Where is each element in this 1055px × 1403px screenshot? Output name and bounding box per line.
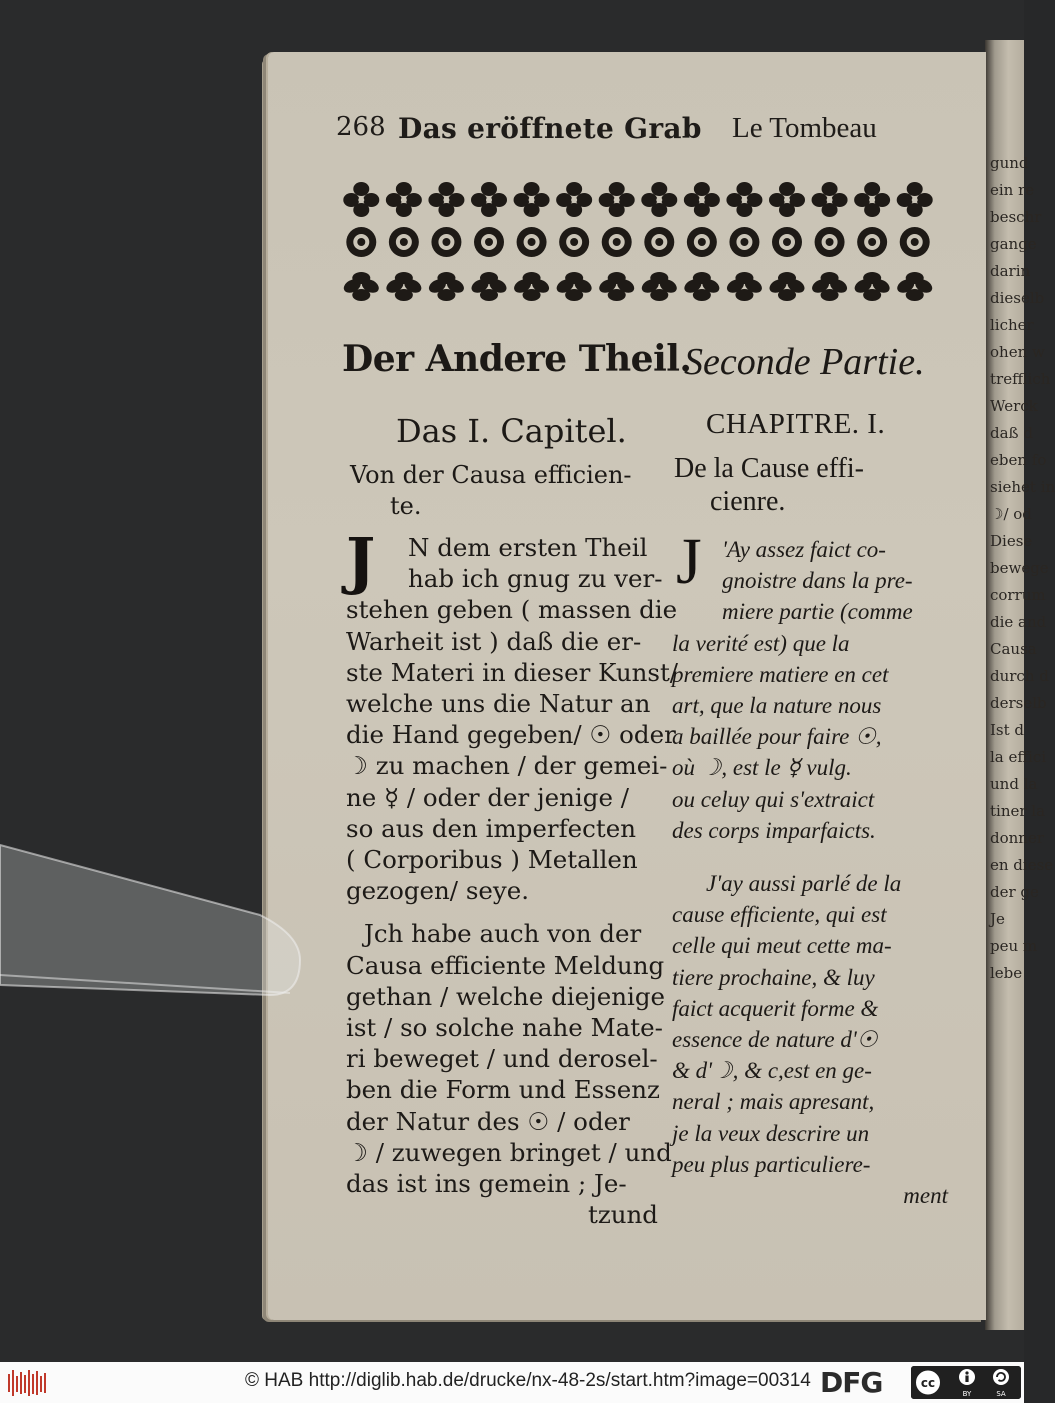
french-text-line: celle qui meut cette ma-	[672, 933, 892, 959]
adjacent-page-line: die and	[990, 613, 1047, 631]
french-text-line: J'ay aussi parlé de la	[706, 871, 902, 897]
leaf-ornament	[852, 272, 891, 301]
fleuron-ornament	[386, 182, 422, 217]
german-text-line: ne ☿ / oder der jenige /	[346, 782, 629, 812]
adjacent-page-line: donner	[990, 829, 1045, 847]
german-text-line: stehen geben ( massen die	[346, 595, 678, 625]
rosette-ornament	[900, 227, 930, 257]
subtitle-line: Von der Causa efficien-	[350, 461, 632, 489]
german-text-line: ste Materi in dieser Kunst/	[346, 657, 679, 687]
german-text-line: Warheit ist ) daß die er-	[346, 626, 642, 656]
rosette-ornament	[431, 227, 461, 257]
adjacent-page-line: ☽/ od	[990, 505, 1032, 523]
rosette-ornament	[346, 227, 376, 257]
german-text-line: ☽ / zuwegen bringet / und	[346, 1137, 672, 1167]
adjacent-page-line: Je	[990, 910, 1005, 928]
french-text-line: tiere prochaine, & luy	[672, 964, 875, 990]
french-text-line: art, que la nature nous	[672, 693, 882, 719]
adjacent-page-line: durch d	[990, 667, 1049, 685]
chapter-heading-french: CHAPITRE. I.	[706, 408, 886, 440]
cc-by-sa-license-badge[interactable]	[911, 1366, 1021, 1399]
french-text-line: neral ; mais apresant,	[672, 1089, 875, 1115]
rosette-ornament	[474, 227, 504, 257]
leaf-ornament	[895, 272, 934, 301]
german-text-line: gezogen/ seye.	[346, 876, 530, 906]
copyright-link[interactable]: © HAB http://diglib.hab.de/drucke/nx-48-2s/start.htm?image=00314	[245, 1370, 811, 1391]
fleuron-ornament	[897, 182, 933, 217]
french-text-line: ment	[903, 1183, 948, 1209]
adjacent-page-line: Werck	[990, 397, 1038, 415]
subtitle-line: cienre.	[710, 486, 786, 517]
adjacent-page-line: tiner la	[990, 802, 1046, 820]
french-text-line: premiere matiere en cet	[672, 661, 889, 687]
adjacent-page-line: corrum	[990, 586, 1046, 604]
adjacent-page-line: en diese	[990, 856, 1054, 874]
german-text-line: ri beweget / und derosel-	[346, 1044, 658, 1074]
leaf-ornament	[810, 272, 849, 301]
german-text-column	[346, 524, 679, 1230]
leaf-ornament	[342, 272, 381, 301]
adjacent-page-line: bewege	[990, 559, 1049, 577]
rosette-ornament	[815, 227, 845, 257]
french-text-line: essence de nature d'☉	[672, 1027, 878, 1053]
german-text-line: Causa efficiente Meldung	[346, 950, 665, 980]
leaf-ornament	[597, 272, 636, 301]
leaf-ornament	[554, 272, 593, 301]
german-text-line: der Natur des ☉ / oder	[346, 1106, 630, 1136]
german-text-line: welche uns die Natur an	[346, 689, 651, 719]
adjacent-page-line: Ist d	[990, 721, 1025, 739]
paragraph-gap	[346, 906, 658, 918]
french-text-line: peu plus particuliere-	[672, 1151, 871, 1177]
leaf-ornament	[427, 272, 466, 301]
fleuron-ornament	[514, 182, 550, 217]
leaf-ornament	[512, 272, 551, 301]
german-text-line: Jch habe auch von der	[364, 919, 642, 949]
leaf-ornament	[469, 272, 508, 301]
subtitle-line: te.	[390, 492, 422, 520]
fleuron-ornament	[343, 182, 379, 217]
adjacent-page-line: trefflich	[990, 370, 1051, 388]
fleuron-ornament	[641, 182, 677, 217]
adjacent-page-line: lebe	[990, 964, 1023, 982]
fleuron-ornament	[769, 182, 805, 217]
adjacent-page-line: ohen w	[990, 343, 1045, 361]
part-title-french: Seconde Partie.	[684, 341, 925, 383]
leaf-ornament	[640, 272, 679, 301]
leaf-ornament	[682, 272, 721, 301]
adjacent-page-line: der ge	[990, 883, 1039, 901]
leaf-ornament	[767, 272, 806, 301]
french-text-line: la verité est) que la	[672, 630, 850, 656]
drop-cap-french: J	[676, 525, 702, 598]
adjacent-page-line: ein re	[990, 181, 1035, 199]
french-text-line: 'Ay assez faict co-	[722, 537, 886, 562]
french-text-line: ou celuy qui s'extraict	[672, 786, 875, 812]
adjacent-page-line: gange	[990, 235, 1037, 253]
adjacent-page-line: Causa	[990, 640, 1037, 658]
fleuron-ornament	[428, 182, 464, 217]
adjacent-page-line: darin	[990, 262, 1031, 280]
fleuron-ornament	[684, 182, 720, 217]
chapter-subtitle-german	[350, 460, 660, 522]
french-text-line: faict acquerit forme &	[672, 995, 879, 1021]
french-text-line: miere partie (comme	[722, 599, 913, 625]
decorative-headpiece	[340, 172, 936, 310]
french-text-line: a baillée pour faire ☉,	[672, 724, 882, 750]
german-text-line: das ist ins gemein ; Je-	[346, 1169, 627, 1199]
german-text-line: so aus den imperfecten	[346, 813, 636, 843]
fleuron-ornament	[854, 182, 890, 217]
fleuron-ornament	[726, 182, 762, 217]
adjacent-page-line: daß d	[990, 424, 1033, 442]
german-text-line: tzund	[588, 1200, 658, 1230]
rosette-ornament	[517, 227, 547, 257]
adjacent-page-line: eben fo	[990, 451, 1047, 469]
french-text-line: gnoistre dans la pre-	[722, 568, 913, 594]
french-text-line: je la veux descrire un	[672, 1120, 870, 1146]
adjacent-page-text	[990, 150, 1055, 987]
german-text-line: hab ich gnug zu ver-	[408, 564, 663, 594]
running-head-german: Das eröffnete Grab	[398, 112, 702, 145]
subtitle-line: De la Cause effi-	[674, 453, 864, 484]
page-number: 268	[336, 112, 386, 142]
french-text-line: & d'☽, & c,est en ge-	[672, 1058, 872, 1084]
adjacent-page-line: gund	[990, 154, 1029, 172]
svg-text:SA: SA	[996, 1390, 1006, 1398]
adjacent-page-line: peu m	[990, 937, 1038, 955]
paragraph-gap	[672, 846, 948, 868]
adjacent-page-line: beschr	[990, 208, 1042, 226]
viewer-footer	[0, 1362, 1024, 1403]
rosette-ornament	[389, 227, 419, 257]
german-text-line: ( Corporibus ) Metallen	[346, 845, 638, 875]
fleuron-ornament	[556, 182, 592, 217]
rosette-ornament	[687, 227, 717, 257]
hab-barcode-logo	[8, 1370, 48, 1396]
german-text-line: gethan / welche diejenige	[346, 981, 666, 1011]
adjacent-page-line: siehet in	[990, 478, 1055, 496]
adjacent-page-line: licher	[990, 316, 1034, 334]
german-text-line: ben die Form und Essenz	[346, 1075, 660, 1105]
german-text-line: N dem ersten Theil	[408, 533, 648, 562]
drop-cap-german: J	[346, 524, 376, 597]
adjacent-page-line: dieselb	[990, 289, 1045, 307]
part-title-german: Der Andere Theil.	[342, 338, 692, 380]
adjacent-page-line: und la	[990, 775, 1038, 793]
chapter-heading-german: Das I. Capitel.	[396, 412, 627, 450]
adjacent-page-line: derselb	[990, 694, 1047, 712]
rosette-ornament	[729, 227, 759, 257]
rosette-ornament	[602, 227, 632, 257]
german-text-line: ist / so solche nahe Mate-	[346, 1013, 663, 1043]
rosette-ornament	[772, 227, 802, 257]
french-text-line: où ☽, est le ☿ vulg.	[672, 755, 852, 781]
dfg-logo: DFG	[820, 1366, 883, 1399]
svg-text:BY: BY	[962, 1390, 972, 1398]
leaf-ornament	[725, 272, 764, 301]
fleuron-ornament	[599, 182, 635, 217]
french-text-column	[672, 534, 948, 1211]
adjacent-page-line: Diese	[990, 532, 1033, 550]
chapter-subtitle-french	[674, 452, 944, 518]
german-text-line: die Hand gegeben/ ☉ oder	[346, 720, 676, 750]
rosette-ornament	[559, 227, 589, 257]
french-text-line: cause efficiente, qui est	[672, 902, 887, 928]
rosette-ornament	[644, 227, 674, 257]
fleuron-ornament	[812, 182, 848, 217]
running-head-french: Le Tombeau	[732, 112, 877, 144]
rosette-ornament	[857, 227, 887, 257]
fleuron-ornament	[471, 182, 507, 217]
adjacent-page-line: la effici	[990, 748, 1047, 766]
french-text-line: des corps imparfaicts.	[672, 817, 876, 843]
page-holder-strip	[0, 845, 300, 1045]
leaf-ornament	[384, 272, 423, 301]
svg-text:cc: cc	[920, 1376, 936, 1390]
german-text-line: ☽ zu machen / der gemei-	[346, 751, 668, 781]
